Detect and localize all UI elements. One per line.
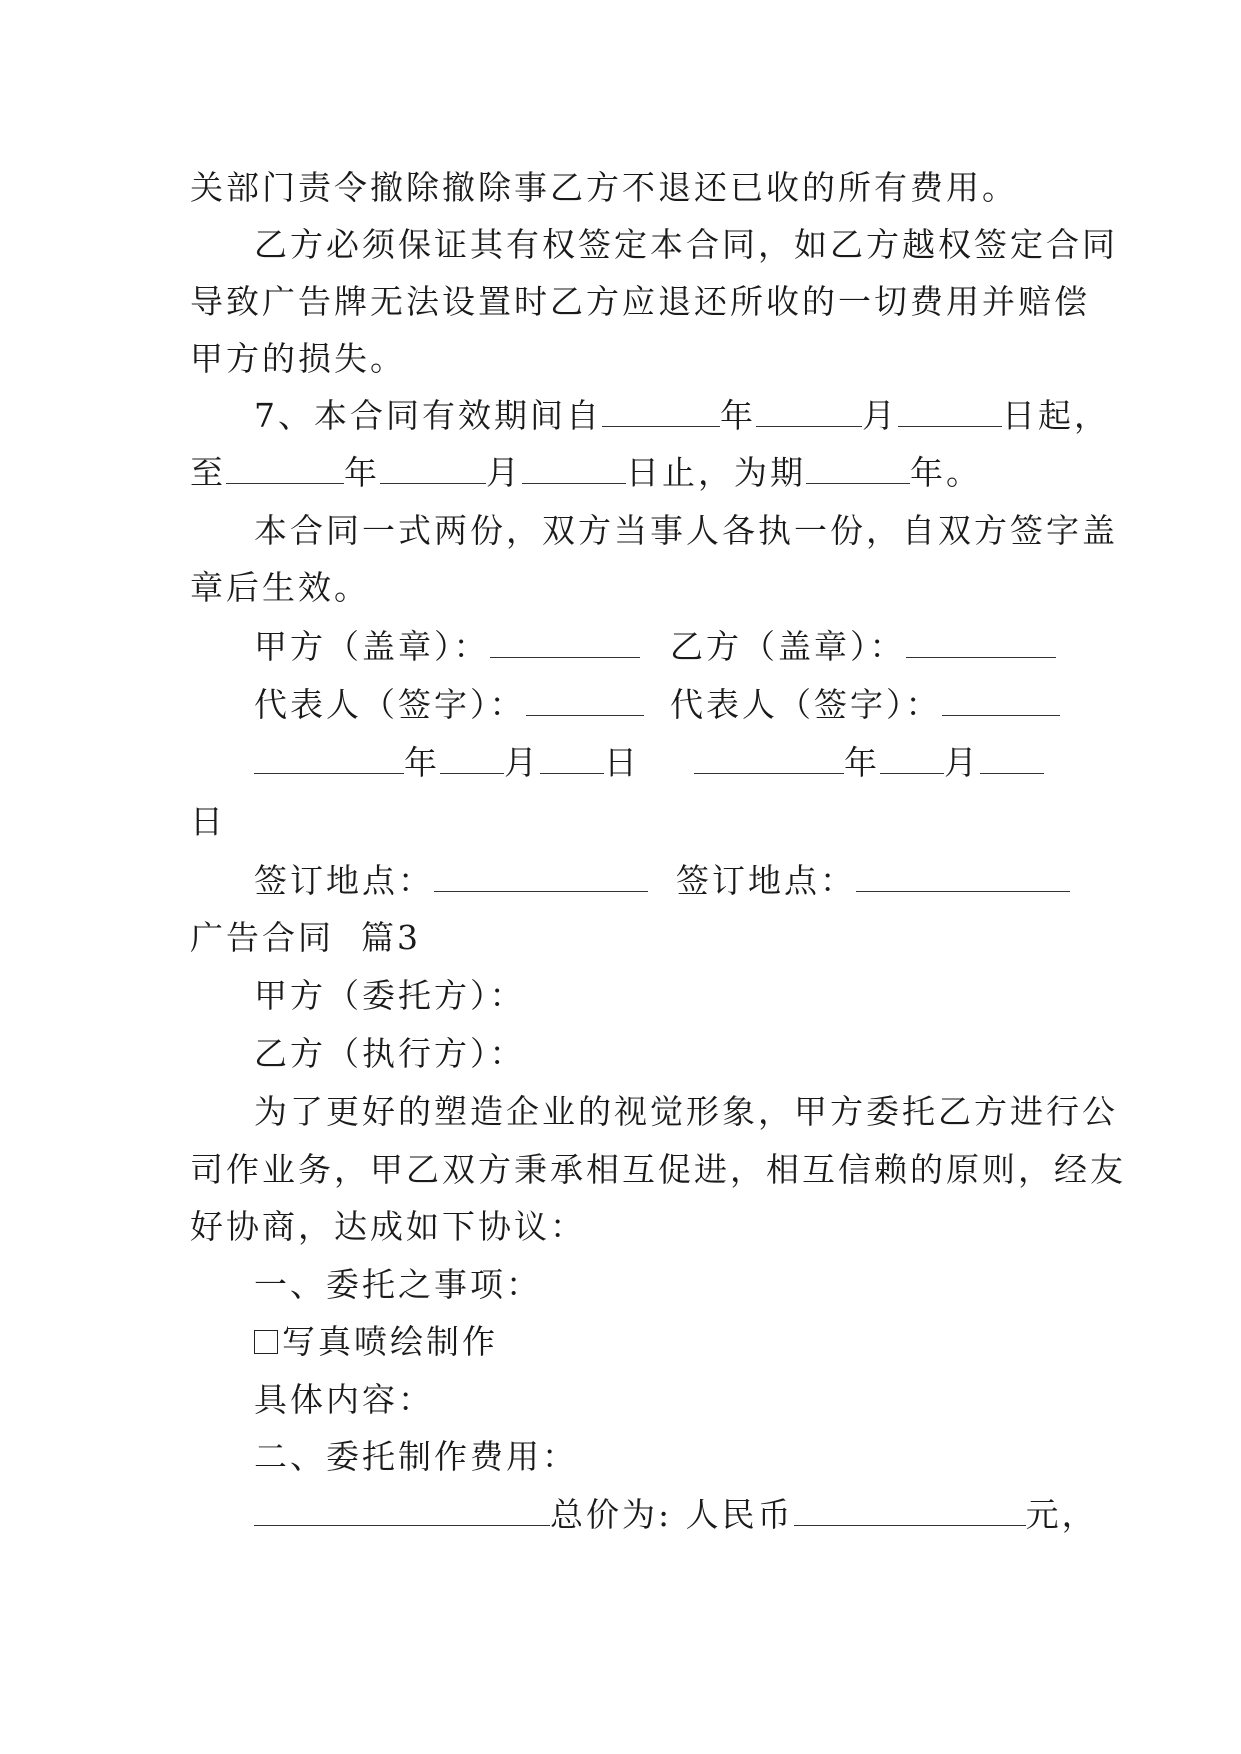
blank-line xyxy=(522,455,626,484)
details-label: 具体内容： xyxy=(254,1380,434,1419)
to-label: 至 xyxy=(190,453,226,492)
blank-line xyxy=(226,455,344,484)
total-price-line xyxy=(254,1495,1098,1535)
signing-place-a: 签订地点： xyxy=(254,861,648,901)
month-label: 月 xyxy=(486,453,522,492)
blank-line xyxy=(856,863,1070,892)
rep-a-signature: 代表人（签字）： xyxy=(254,685,644,725)
year-label: 年 xyxy=(720,396,756,435)
blank-line xyxy=(440,745,504,774)
year-label: 年 xyxy=(344,453,380,492)
blank-line xyxy=(880,745,944,774)
blank-line xyxy=(490,629,640,658)
blank-line xyxy=(380,455,486,484)
checkbox-label: 写真喷绘制作 xyxy=(282,1322,498,1361)
day-from-label: 日起， xyxy=(1002,396,1110,435)
blank-line xyxy=(980,745,1044,774)
blank-line xyxy=(540,745,604,774)
year-end-label: 年。 xyxy=(910,453,982,492)
blank-line xyxy=(898,398,1002,427)
blank-line xyxy=(434,863,648,892)
blank-line xyxy=(906,629,1056,658)
section-title: 广告合同 篇3 xyxy=(190,918,421,957)
paragraph-line: 好协商，达成如下协议： xyxy=(190,1207,586,1246)
day-to-label: 日止，为期 xyxy=(626,453,806,492)
rep-b-signature: 代表人（签字）： xyxy=(670,685,1060,725)
clause-7-line-2 xyxy=(190,453,982,493)
paragraph-line: 为了更好的塑造企业的视觉形象，甲方委托乙方进行公 xyxy=(254,1092,1118,1131)
checkbox-icon[interactable] xyxy=(254,1330,278,1354)
blank-line xyxy=(942,687,1060,716)
clause-7-prefix: 7、本合同有效期间自 xyxy=(254,396,602,435)
blank-line xyxy=(806,455,910,484)
date-b: 年 月 xyxy=(694,743,1044,783)
party-b-seal: 乙方（盖章）： xyxy=(670,627,1056,667)
blank-line xyxy=(602,398,720,427)
checkbox-row xyxy=(254,1322,498,1362)
blank-line xyxy=(756,398,862,427)
month-label: 月 xyxy=(862,396,898,435)
paragraph-line: 甲方的损失。 xyxy=(190,339,406,378)
paragraph-line: 本合同一式两份，双方当事人各执一份，自双方签字盖 xyxy=(254,511,1118,550)
paragraph-line: 司作业务，甲乙双方秉承相互促进，相互信赖的原则，经友 xyxy=(190,1150,1126,1189)
blank-line xyxy=(794,1497,1026,1526)
party-a-seal: 甲方（盖章）： xyxy=(254,627,640,667)
date-a: 年 月 日 xyxy=(254,743,640,783)
item-2-heading: 二、委托制作费用： xyxy=(254,1437,578,1476)
clause-7-line-1 xyxy=(254,396,1110,436)
total-unit: 元， xyxy=(1025,1495,1098,1534)
blank-line xyxy=(694,745,844,774)
total-label: 总价为: 人民币 xyxy=(550,1495,794,1534)
paragraph-line: 章后生效。 xyxy=(190,568,370,607)
executor-line: 乙方（执行方）： xyxy=(254,1034,526,1073)
blank-line xyxy=(526,687,644,716)
paragraph-line: 关部门责令撤除撤除事乙方不退还已收的所有费用。 xyxy=(190,168,1018,207)
blank-line xyxy=(254,745,404,774)
item-1-heading: 一、委托之事项： xyxy=(254,1265,542,1304)
paragraph-line: 乙方必须保证其有权签定本合同，如乙方越权签定合同 xyxy=(254,225,1118,264)
signing-place-b: 签订地点： xyxy=(676,861,1070,901)
paragraph-line: 导致广告牌无法设置时乙方应退还所收的一切费用并赔偿 xyxy=(190,282,1090,321)
client-line: 甲方（委托方）： xyxy=(254,976,526,1015)
blank-line xyxy=(254,1497,550,1526)
date-b-day: 日 xyxy=(190,802,226,841)
